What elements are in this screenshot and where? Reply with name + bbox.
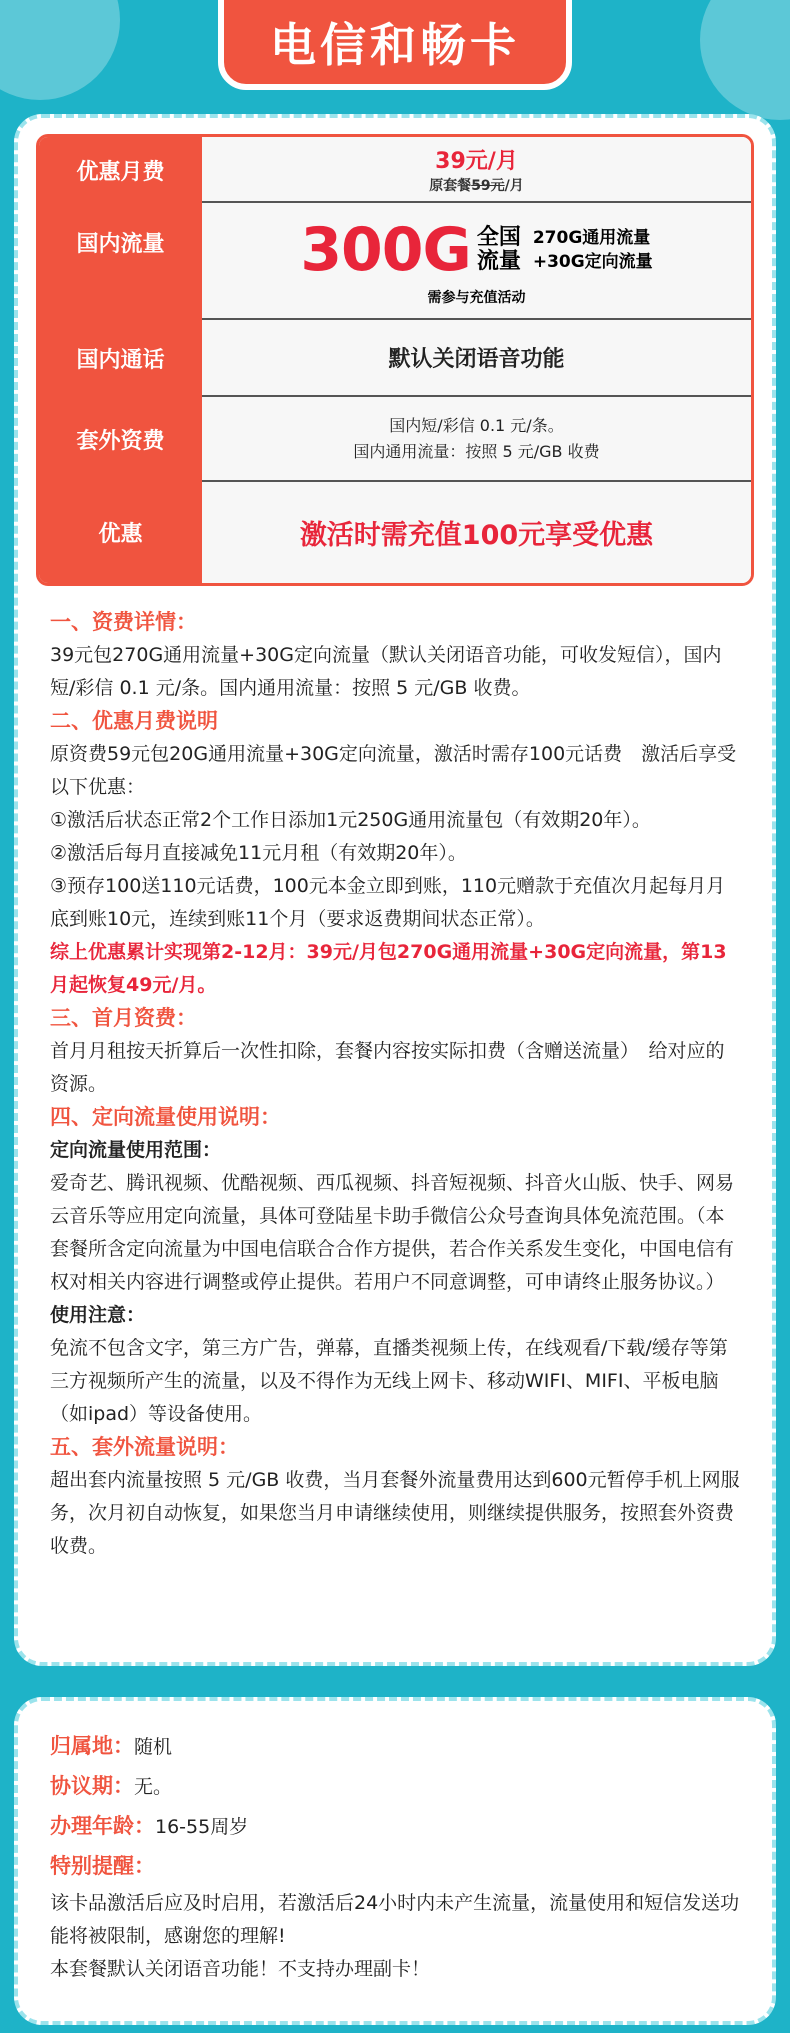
data-scope (477, 226, 521, 274)
info-region (50, 1727, 740, 1767)
title-banner (218, 0, 572, 90)
sms-fee: 国内短/彩信 0.1 元/条。 (389, 415, 564, 435)
contract-value: 无。 (134, 1776, 173, 1798)
contract-label: 协议期： (50, 1774, 134, 1798)
row-label: 国内流量 (39, 203, 202, 320)
table-row-calls (39, 320, 751, 397)
row-label: 国内通话 (39, 320, 202, 397)
promo-item-2: ②激活后每月直接减免11元月租（有效期20年）。 (50, 842, 467, 864)
monthly-price: 39元/月 (435, 148, 518, 174)
region-value: 随机 (134, 1736, 173, 1758)
scope-line1: 全国 (476, 224, 521, 250)
row-value (202, 203, 751, 320)
promo-value: 激活时需充值100元享受优惠 (299, 520, 654, 551)
info-notice (50, 1847, 740, 1887)
page-title: 电信和畅卡 (270, 18, 520, 72)
promo-item-1: ①激活后状态正常2个工作日添加1元250G通用流量包（有效期20年）。 (50, 809, 651, 831)
info-contract (50, 1767, 740, 1807)
section-heading-5: 五、套外流量说明： (50, 1435, 239, 1459)
pricing-table (36, 134, 754, 586)
section-intro-2: 原资费59元包20G通用流量+30G定向流量，激活时需存100元话费 激活后享受以下优惠： (50, 743, 737, 798)
targeted-data: +30G定向流量 (532, 251, 653, 272)
section-text-1: 39元包270G通用流量+30G定向流量（默认关闭语音功能，可收发短信），国内短/彩信 0.1 元/条。国内通用流量：按照 5 元/GB 收费。 (50, 644, 722, 699)
table-row-monthly-fee (39, 137, 751, 203)
row-value (202, 397, 751, 482)
section-text-4b: 免流不包含文字，第三方广告，弹幕，直播类视频上传，在线观看/下载/缓存等第三方视频所产生的流量，以及不得作为无线上网卡、移动WIFI、MIFI、平板电脑（如ipad）等设备使用。 (50, 1337, 728, 1425)
notice-text-1: 该卡品激活后应及时启用，若激活后24小时内未产生流量，流量使用和短信发送功能将被限制，感谢您的理解! (50, 1892, 740, 1947)
table-row-promo (39, 482, 751, 583)
notice-label: 特别提醒： (50, 1854, 155, 1878)
row-value (202, 137, 751, 203)
row-value (202, 320, 751, 397)
subheading-scope: 定向流量使用范围： (50, 1139, 222, 1161)
section-heading-2: 二、优惠月费说明 (50, 709, 218, 733)
scope-line2: 流量 (476, 248, 521, 274)
original-suffix: /月 (504, 177, 524, 194)
data-breakdown (533, 226, 653, 274)
details-content (50, 606, 740, 1563)
promo-summary: 综上优惠累计实现第2-12月：39元/月包270G通用流量+30G定向流量，第13月起恢复49元/月。 (50, 941, 727, 996)
data-amount: 300G (300, 214, 471, 285)
region-label: 归属地： (50, 1734, 134, 1758)
data-summary (300, 215, 652, 285)
age-value: 16-55周岁 (155, 1816, 249, 1838)
original-amount: 59元 (471, 177, 505, 194)
subheading-notes: 使用注意： (50, 1304, 146, 1326)
age-label: 办理年龄： (50, 1814, 155, 1838)
row-value (202, 482, 751, 583)
original-price (429, 175, 524, 195)
calls-value: 默认关闭语音功能 (388, 347, 565, 372)
row-label: 优惠月费 (39, 137, 202, 203)
section-text-3: 首月月租按天折算后一次性扣除，套餐内容按实际扣费（含赠送流量） 给对应的资源。 (50, 1040, 725, 1095)
section-heading-1: 一、资费详情： (50, 610, 197, 634)
table-row-extra-fees (39, 397, 751, 482)
card-info (50, 1727, 740, 1986)
data-note: 需参与充值活动 (427, 289, 526, 306)
section-text-4a: 爱奇艺、腾讯视频、优酷视频、西瓜视频、抖音短视频、抖音火山版、快手、网易云音乐等应用定向流量，具体可登陆星卡助手微信公众号查询具体免流范围。（本套餐所含定向流量为中国电信联合合作方提供，若合作关系发生变化，中国电信有权对相关内容进行调整或停止提供。若用户不同意调整，可申请终止服务协议。） (50, 1172, 735, 1293)
promo-item-3: ③预存100送110元话费，100元本金立即到账，110元赠款于充值次月起每月月底到账10元，连续到账11个月（要求返费期间状态正常）。 (50, 875, 726, 930)
section-text-5: 超出套内流量按照 5 元/GB 收费，当月套餐外流量费用达到600元暂停手机上网服务，次月初自动恢复，如果您当月申请继续使用，则继续提供服务，按照套外资费收费。 (50, 1469, 740, 1557)
section-heading-4: 四、定向流量使用说明： (50, 1105, 281, 1129)
general-data: 270G通用流量 (532, 227, 651, 248)
info-age (50, 1807, 740, 1847)
table-row-data (39, 203, 751, 320)
section-heading-3: 三、首月资费： (50, 1006, 197, 1030)
row-label: 优惠 (39, 482, 202, 583)
original-prefix: 原套餐 (429, 177, 472, 194)
data-fee: 国内通用流量：按照 5 元/GB 收费 (353, 441, 600, 461)
row-label: 套外资费 (39, 397, 202, 482)
decor-circle-left (0, 0, 120, 100)
decor-circle-right (700, 0, 790, 120)
notice-text-2: 本套餐默认关闭语音功能！不支持办理副卡！ (50, 1958, 431, 1980)
